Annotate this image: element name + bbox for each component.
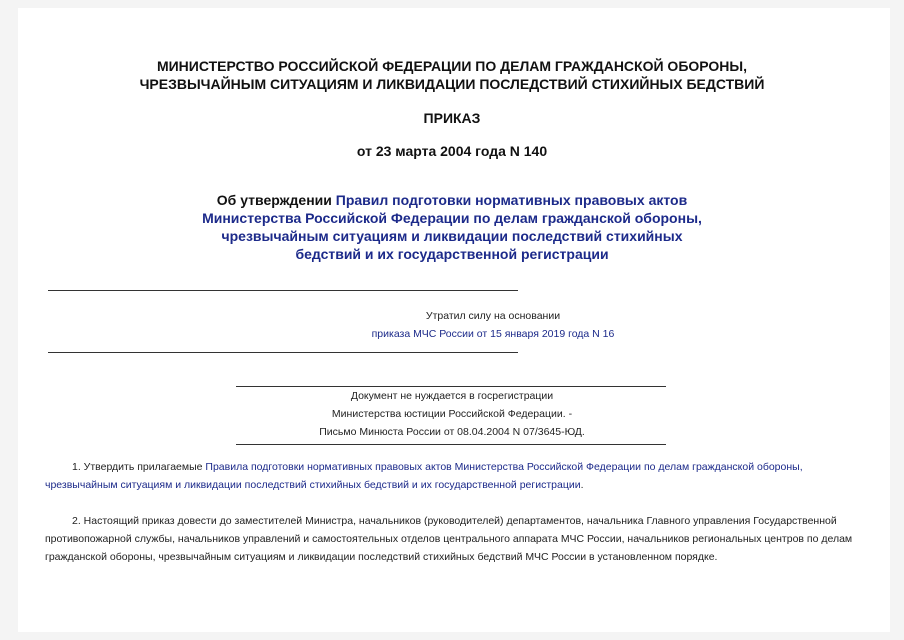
divider xyxy=(236,386,666,387)
subject-prefix: Об утверждении xyxy=(216,192,336,208)
subject-rules-link[interactable]: Правил подготовки нормативных правовых актов xyxy=(335,192,688,208)
subject-line3[interactable]: чрезвычайным ситуациям и ликвидации последствий стихийных xyxy=(221,228,683,244)
subject-line2[interactable]: Министерства Российской Федерации по делам гражданской обороны, xyxy=(202,210,702,226)
approved-rules-link[interactable]: Правила подготовки нормативных правовых актов Министерства Российской Федерации по делам гражданской обороны, чрезвычайным ситуациям и ликвидации последствий стихийных бедствий и их государственной регистрации xyxy=(45,461,803,491)
paragraph-1 xyxy=(45,458,865,494)
divider xyxy=(48,352,518,353)
status-note-line1: Утратил силу на основании xyxy=(425,310,561,322)
registration-note-line3: Письмо Минюста России от 08.04.2004 N 07/3645-ЮД. xyxy=(319,426,585,438)
ministry-title-line2: ЧРЕЗВЫЧАЙНЫМ СИТУАЦИЯМ И ЛИКВИДАЦИИ ПОСЛЕДСТВИЙ СТИХИЙНЫХ БЕДСТВИЙ xyxy=(139,76,765,92)
registration-note-line2: Министерства юстиции Российской Федерации. - xyxy=(331,408,573,420)
paragraph-1-suffix: . xyxy=(580,479,584,491)
repeal-order-link[interactable]: приказа МЧС России от 15 января 2019 года N 16 xyxy=(371,328,615,340)
ministry-title-line1: МИНИСТЕРСТВО РОССИЙСКОЙ ФЕДЕРАЦИИ ПО ДЕЛАМ ГРАЖДАНСКОЙ ОБОРОНЫ, xyxy=(156,58,748,74)
paragraph-2 xyxy=(45,512,865,566)
paragraph-1-prefix: 1. Утвердить прилагаемые xyxy=(72,461,206,473)
divider xyxy=(236,444,666,445)
paragraph-2-text: 2. Настоящий приказ довести до заместителей Министра, начальников (руководителей) департаментов, начальника Главного управления Государственной противопожарной службы, начальников управлений и самостоятельных отделов центрального аппарата МЧС России, начальников региональных центров по делам гражданской обороны, чрезвычайным ситуациям и ликвидации последствий стихийных бедствий МЧС России в установленном порядке. xyxy=(45,515,853,563)
subject-line4[interactable]: бедствий и их государственной регистрации xyxy=(295,246,609,262)
registration-note-line1: Документ не нуждается в госрегистрации xyxy=(350,390,554,402)
divider xyxy=(48,290,518,291)
document-type: ПРИКАЗ xyxy=(423,110,481,126)
document-date-number: от 23 марта 2004 года N 140 xyxy=(356,143,548,159)
subject-line1 xyxy=(0,192,904,208)
